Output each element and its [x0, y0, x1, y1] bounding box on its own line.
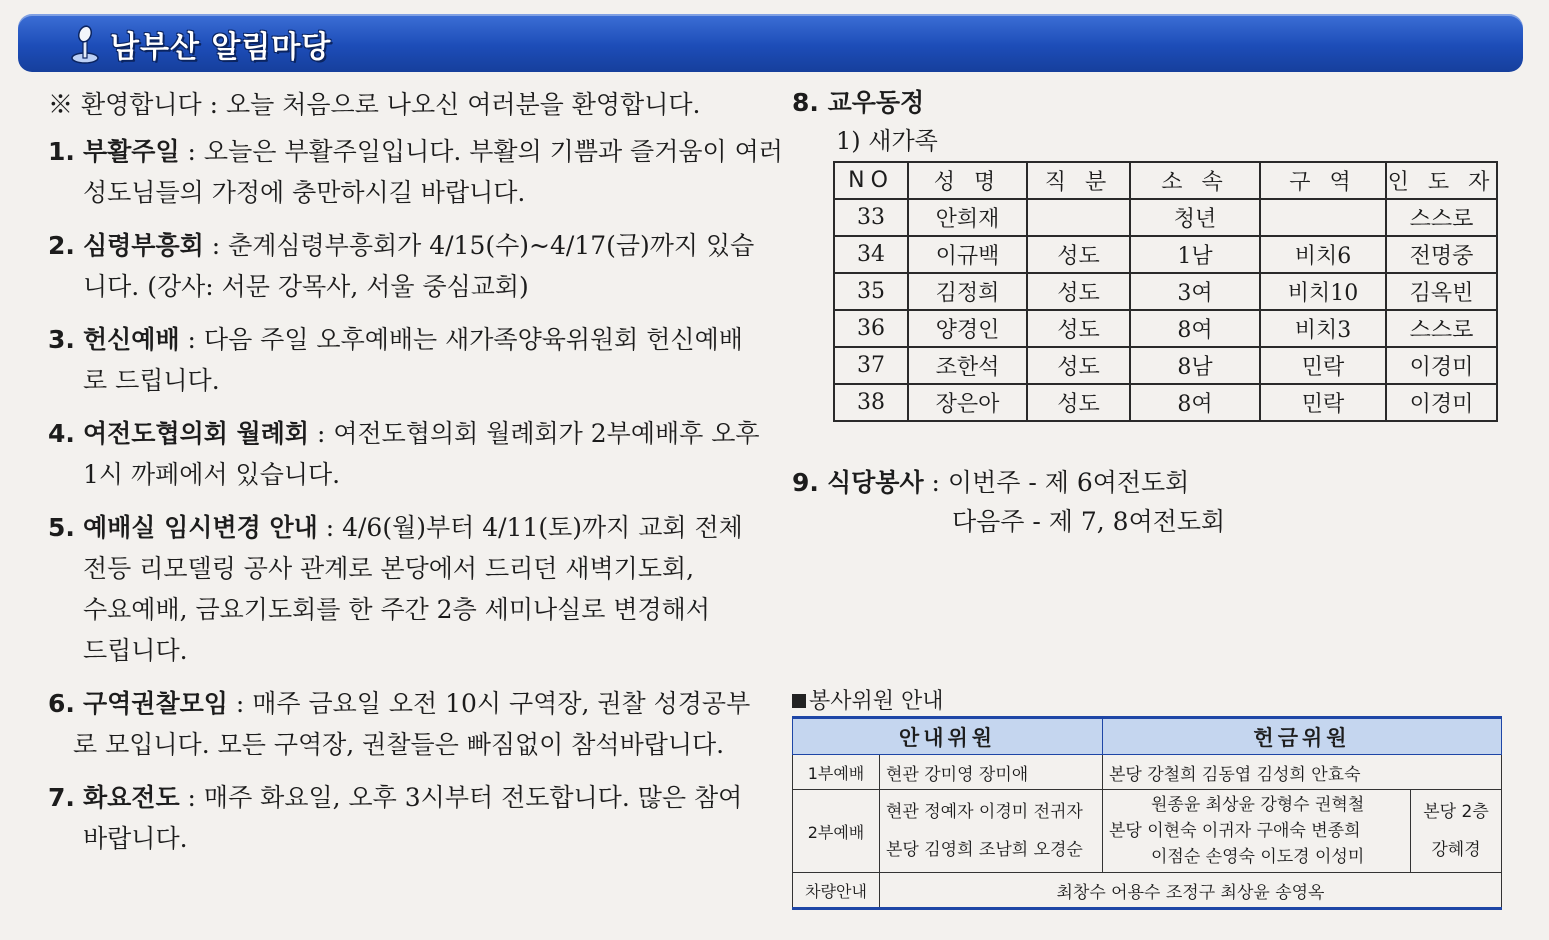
item-title: 부활주일	[83, 137, 180, 166]
column-header: 구 역	[1260, 162, 1386, 199]
item-text: 성도님들의 가정에 충만하시길 바랍니다.	[83, 178, 526, 207]
table-cell: 장은아	[908, 384, 1027, 421]
table-cell: 34	[834, 236, 908, 273]
item-number: 2.	[48, 231, 75, 260]
offering-line: 본당 2층	[1423, 802, 1489, 822]
table-cell: 8여	[1130, 310, 1260, 347]
item-text: : 오늘은 부활주일입니다. 부활의 기쁨과 즐거움이 여러	[179, 137, 783, 166]
table-cell: 성도	[1027, 347, 1130, 384]
guide-line: 현관 정예자 이경미 전귀자	[886, 802, 1083, 822]
offering-line: 이점순 손영숙 이도경 이성미	[1151, 847, 1365, 867]
item-number: 5.	[48, 513, 75, 542]
page-title: 남부산 알림마당	[110, 30, 332, 65]
item-text: 전등 리모델링 공사 관계로 본당에서 드리던 새벽기도회,	[83, 554, 695, 583]
table-cell: 김옥빈	[1386, 273, 1497, 310]
table-cell: 스스로	[1386, 310, 1497, 347]
table-cell: 3여	[1130, 273, 1260, 310]
table-cell: 1남	[1130, 236, 1260, 273]
item-number: 9.	[792, 468, 819, 497]
header-banner	[18, 14, 1523, 72]
guide-cell	[880, 790, 1103, 873]
table-cell: 38	[834, 384, 908, 421]
table-cell: 성도	[1027, 384, 1130, 421]
item-text: 니다. (강사: 서문 강목사, 서울 중심교회)	[83, 272, 529, 301]
guide-cell: 현관 강미영 장미애	[880, 755, 1103, 790]
table-cell: 양경인	[908, 310, 1027, 347]
table-cell: 36	[834, 310, 908, 347]
announcement-item	[48, 777, 768, 859]
item-text: 수요예배, 금요기도회를 한 주간 2층 세미나실로 변경해서	[83, 595, 710, 624]
vehicle-cell: 최창수 어용수 조정구 최상윤 송영옥	[880, 873, 1502, 909]
table-header-row	[834, 162, 1497, 199]
item-text: 바랍니다.	[83, 824, 188, 853]
table-cell: 비치3	[1260, 310, 1386, 347]
table-cell: 이경미	[1386, 347, 1497, 384]
announcement-item	[48, 131, 783, 213]
table-row	[834, 310, 1497, 347]
item-title: 심령부흥회	[83, 231, 204, 260]
item-text: : 다음 주일 오후예배는 새가족양육위원회 헌신예배	[179, 325, 743, 354]
announcement-item	[48, 683, 768, 765]
new-family-table	[833, 161, 1498, 422]
item-text: : 이번주 - 제 6여전도회	[923, 468, 1190, 497]
item-text: 로 드립니다.	[83, 366, 220, 395]
offering-cell	[1103, 790, 1411, 873]
item-number: 1.	[48, 137, 75, 166]
announcement-item	[48, 319, 768, 401]
item-number: 7.	[48, 783, 75, 812]
table-cell	[1027, 199, 1130, 236]
item-text: : 여전도협의회 월례회가 2부예배후 오후	[309, 419, 760, 448]
item-number: 3.	[48, 325, 75, 354]
microphone-icon	[68, 24, 102, 64]
column-header: 안내위원	[793, 718, 1103, 755]
section-member-news	[792, 84, 938, 160]
table-cell: 김정희	[908, 273, 1027, 310]
announcements	[48, 84, 783, 871]
section-kitchen-service	[792, 463, 1225, 541]
column-header: 직 분	[1027, 162, 1130, 199]
item-text: : 매주 금요일 오전 10시 구역장, 권찰 성경공부	[227, 689, 751, 718]
item-text: 로 모입니다. 모든 구역장, 권찰들은 빠짐없이 참석바랍니다.	[73, 730, 725, 759]
item-title: 식당봉사	[827, 468, 924, 497]
offering-cell: 본당 강철희 김동엽 김성희 안효숙	[1103, 755, 1502, 790]
offering-extra-cell	[1411, 790, 1502, 873]
table-cell: 민락	[1260, 347, 1386, 384]
announcement-item	[48, 507, 768, 671]
section-title: 8. 교우동정	[792, 88, 925, 117]
table-cell: 33	[834, 199, 908, 236]
service-label: 2부예배	[793, 790, 880, 873]
item-text: 드립니다.	[83, 636, 188, 665]
table-cell: 35	[834, 273, 908, 310]
item-title: 구역권찰모임	[83, 689, 228, 718]
item-title: 여전도협의회 월례회	[83, 419, 310, 448]
announcement-item	[48, 225, 768, 307]
table-row	[834, 199, 1497, 236]
column-header: 인 도 자	[1386, 162, 1497, 199]
service-label: 차량안내	[793, 873, 880, 909]
volunteers-title: 봉사위원 안내	[792, 684, 944, 715]
offering-line: 강혜경	[1431, 840, 1481, 860]
table-row	[793, 755, 1502, 790]
column-header: 소 속	[1130, 162, 1260, 199]
item-text: : 4/6(월)부터 4/11(토)까지 교회 전체	[317, 513, 743, 542]
column-header: NO	[834, 162, 908, 199]
announcement-item	[48, 413, 768, 495]
table-cell: 8여	[1130, 384, 1260, 421]
item-text: : 춘계심령부흥회가 4/15(수)~4/17(금)까지 있습	[203, 231, 755, 260]
table-cell: 전명중	[1386, 236, 1497, 273]
service-label: 1부예배	[793, 755, 880, 790]
table-cell: 민락	[1260, 384, 1386, 421]
table-row	[793, 873, 1502, 909]
column-header: 헌금위원	[1103, 718, 1502, 755]
table-header-row	[793, 718, 1502, 755]
item-title: 헌신예배	[83, 325, 180, 354]
welcome-text: ※ 환영합니다 : 오늘 처음으로 나오신 여러분을 환영합니다.	[48, 90, 701, 119]
section-subtitle: 1) 새가족	[836, 127, 938, 155]
table-cell: 청년	[1130, 199, 1260, 236]
table-cell: 비치6	[1260, 236, 1386, 273]
table-row	[834, 347, 1497, 384]
item-number: 4.	[48, 419, 75, 448]
table-row	[834, 236, 1497, 273]
table-cell: 이규백	[908, 236, 1027, 273]
item-text: : 매주 화요일, 오후 3시부터 전도합니다. 많은 참여	[179, 783, 743, 812]
table-cell: 안희재	[908, 199, 1027, 236]
offering-line: 본당 이현숙 이귀자 구애숙 변종희	[1109, 821, 1361, 841]
volunteers-table	[792, 716, 1502, 910]
table-cell: 조한석	[908, 347, 1027, 384]
table-cell	[1260, 199, 1386, 236]
table-cell: 8남	[1130, 347, 1260, 384]
item-title: 화요전도	[83, 783, 180, 812]
table-cell: 성도	[1027, 310, 1130, 347]
item-number: 6.	[48, 689, 75, 718]
square-bullet-icon	[792, 694, 806, 708]
table-cell: 37	[834, 347, 908, 384]
table-row	[834, 384, 1497, 421]
table-row	[834, 273, 1497, 310]
item-text: 1시 까페에서 있습니다.	[83, 460, 341, 489]
table-row	[793, 790, 1502, 873]
table-cell: 비치10	[1260, 273, 1386, 310]
table-cell: 스스로	[1386, 199, 1497, 236]
table-cell: 이경미	[1386, 384, 1497, 421]
table-cell: 성도	[1027, 236, 1130, 273]
item-title: 예배실 임시변경 안내	[83, 513, 318, 542]
guide-line: 본당 김영희 조남희 오경순	[886, 840, 1083, 860]
item-text: 다음주 - 제 7, 8여전도회	[952, 507, 1226, 536]
offering-line: 원종윤 최상윤 강형수 권혁철	[1151, 795, 1365, 815]
table-cell: 성도	[1027, 273, 1130, 310]
column-header: 성 명	[908, 162, 1027, 199]
